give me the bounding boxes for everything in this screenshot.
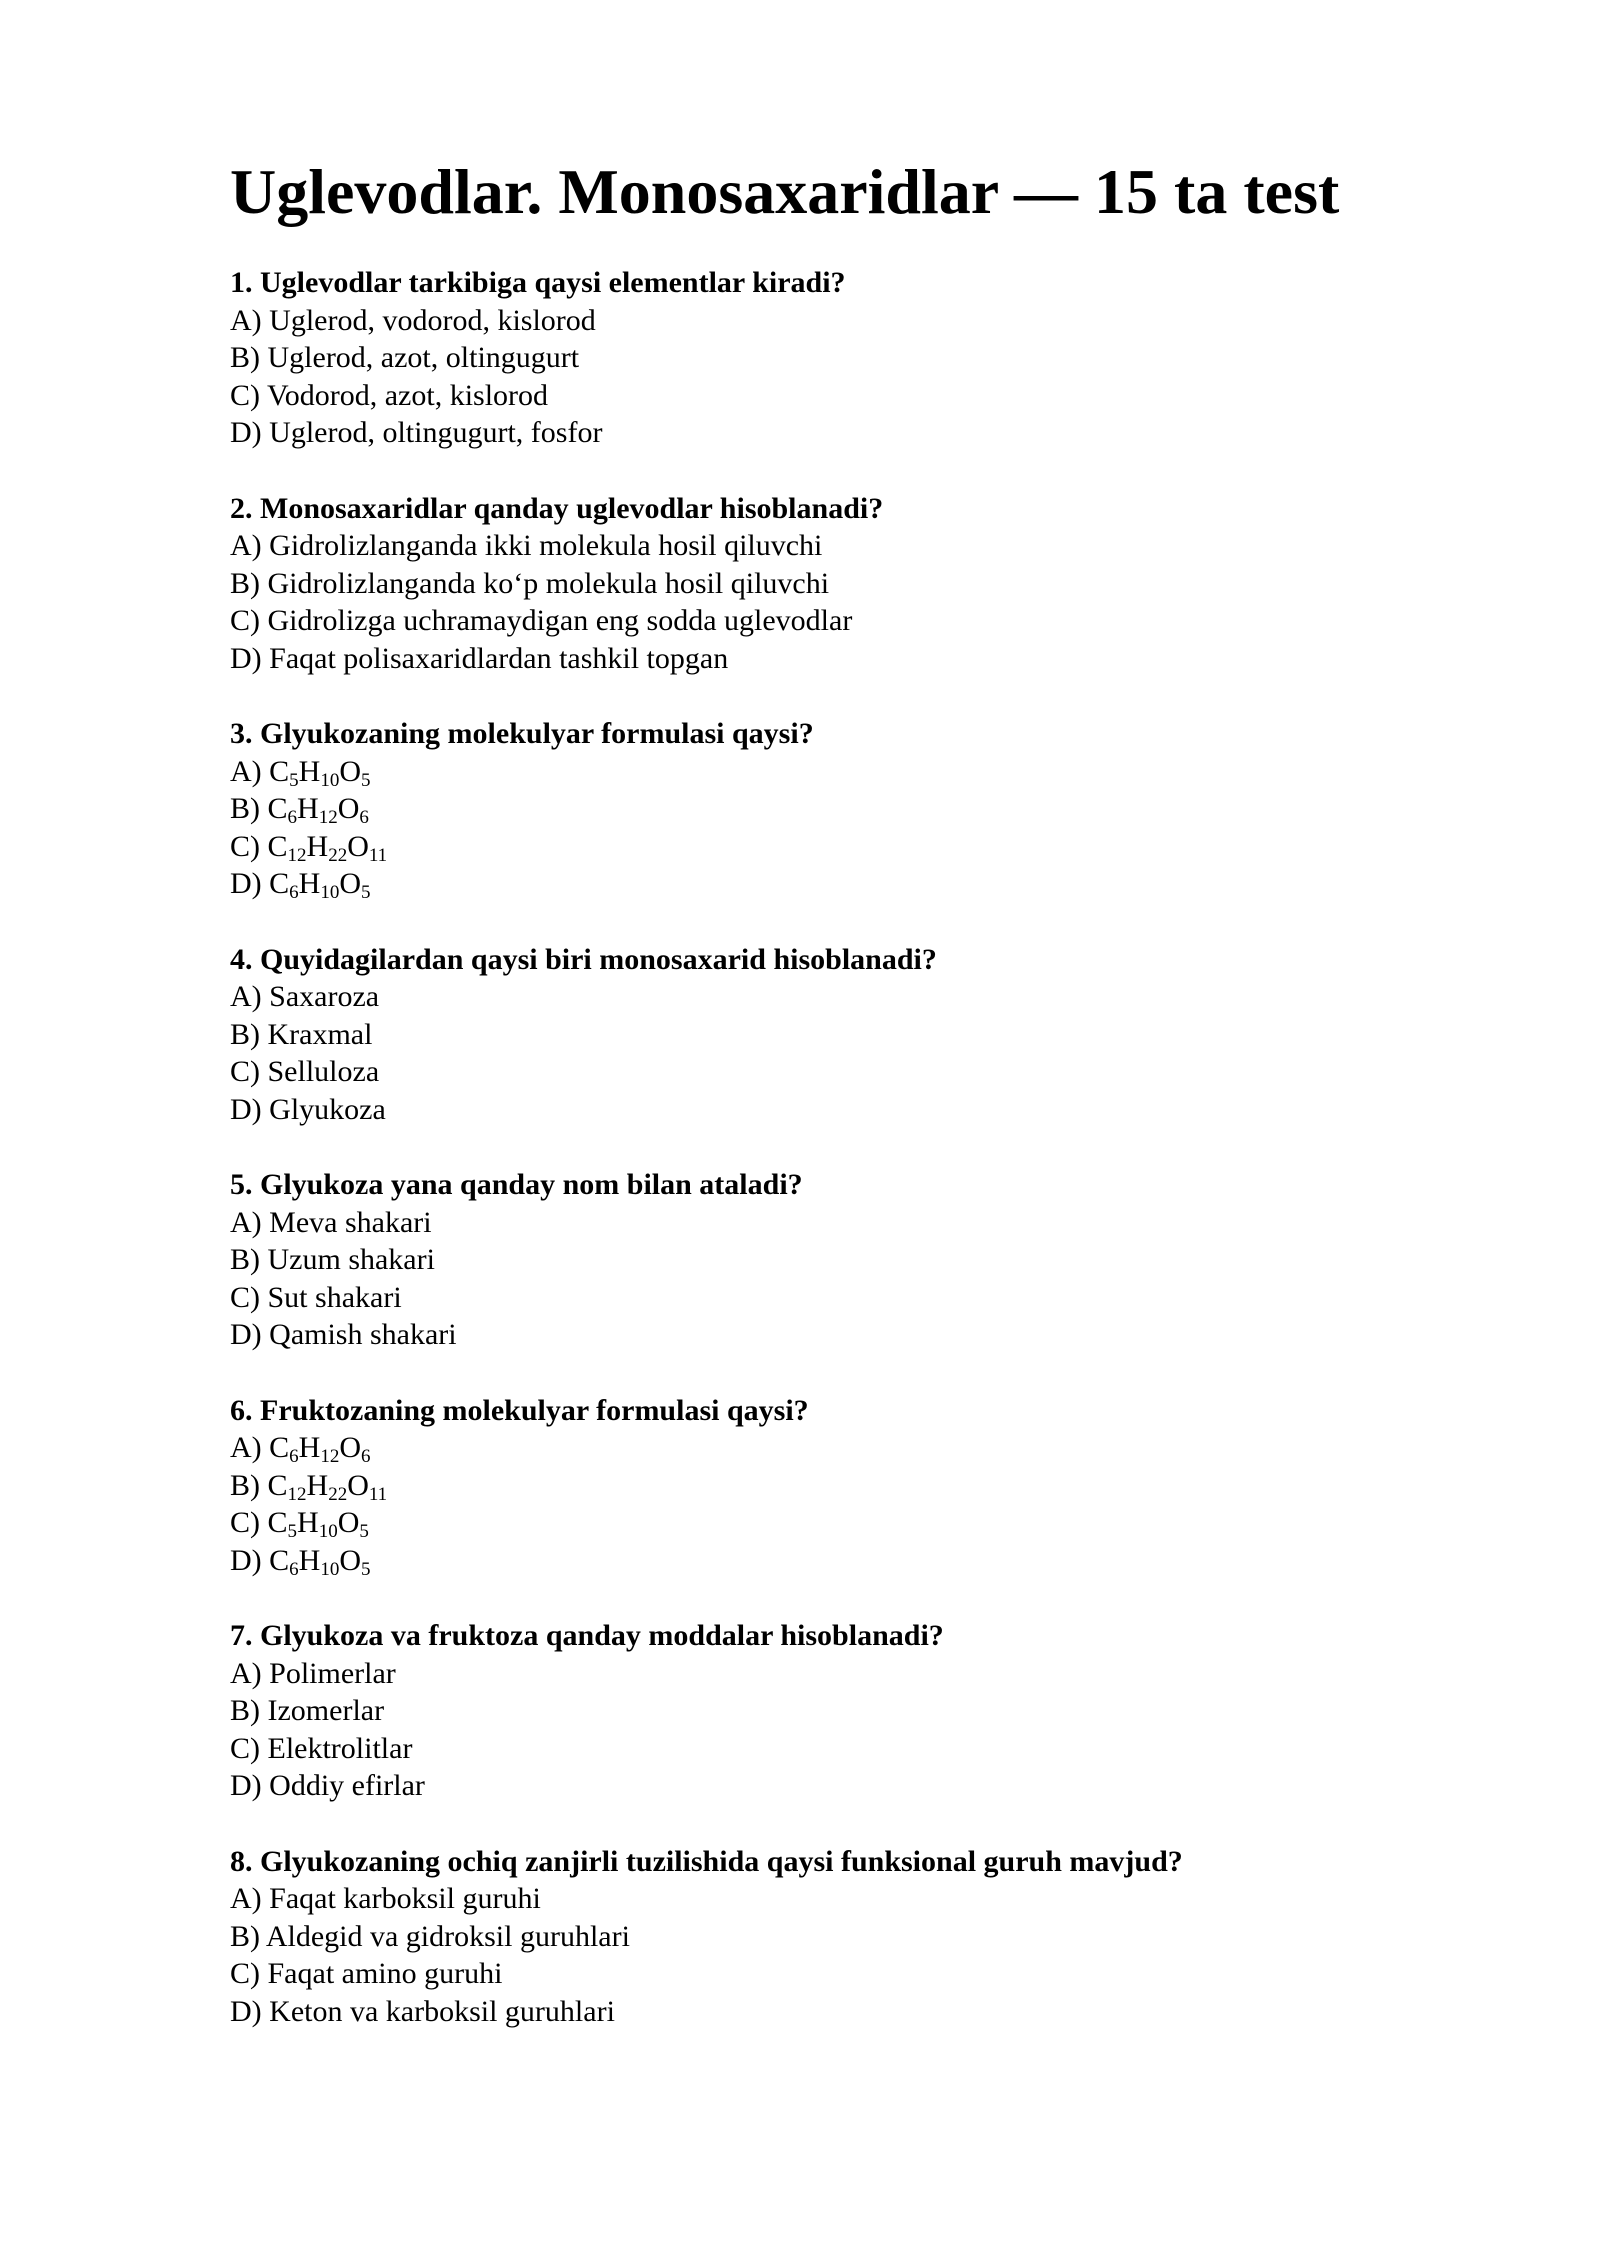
answer-option: D) Oddiy efirlar <box>230 1769 425 1802</box>
formula-text: O <box>347 1468 369 1502</box>
answer-option: A) Meva shakari <box>230 1205 432 1239</box>
answer-option: B) Izomerlar <box>230 1694 385 1727</box>
formula-text: C) C <box>230 1506 288 1539</box>
formula-text: O <box>339 1543 362 1577</box>
formula-text: O <box>337 1506 360 1539</box>
answer-option <box>230 1504 1430 1542</box>
formula-text: H <box>298 867 321 900</box>
question-text: 2. Monosaxaridlar qanday uglevodlar hisoblanadi? <box>230 491 884 525</box>
answer-option <box>230 865 1430 903</box>
answer-option: A) Polimerlar <box>230 1656 396 1690</box>
formula-text: H <box>297 792 319 825</box>
answer-option: C) Gidrolizga uchramaydigan eng sodda uglevodlar <box>230 604 853 637</box>
question-block <box>230 264 1430 452</box>
answer-option <box>230 790 1430 828</box>
formula-subscript: 5 <box>359 1520 369 1542</box>
answer-option <box>230 1429 1430 1467</box>
question-text: 3. Glyukozaning molekulyar formulasi qaysi? <box>230 717 814 750</box>
formula-subscript: 6 <box>287 806 298 828</box>
answer-option: B) Uzum shakari <box>230 1243 435 1276</box>
answer-option: B) Uglerod, azot, oltingugurt <box>230 341 580 374</box>
formula-text: A) C <box>230 754 290 788</box>
question-block <box>230 1617 1430 1805</box>
answer-option: B) Kraxmal <box>230 1017 373 1051</box>
formula-subscript: 12 <box>287 1483 307 1505</box>
formula-text: D) C <box>230 867 290 900</box>
formula-text: B) C <box>230 792 288 825</box>
question-block <box>230 1166 1430 1354</box>
answer-option: A) Saxaroza <box>230 980 380 1013</box>
answer-option: B) Aldegid va gidroksil guruhlari <box>230 1919 630 1953</box>
answer-option: A) Faqat karboksil guruhi <box>230 1882 541 1915</box>
question-list <box>230 264 1430 2068</box>
question-block <box>230 715 1430 903</box>
formula-subscript: 12 <box>318 806 338 828</box>
formula-text: O <box>337 792 360 825</box>
question-text: 6. Fruktozaning molekulyar formulasi qaysi? <box>230 1393 809 1427</box>
formula-text: H <box>306 829 329 863</box>
formula-subscript: 11 <box>368 1483 388 1505</box>
formula-subscript: 5 <box>361 1558 371 1580</box>
answer-option: C) Selluloza <box>230 1055 380 1088</box>
formula-subscript: 12 <box>320 1445 340 1467</box>
question-text: 1. Uglevodlar tarkibiga qaysi elementlar kiradi? <box>230 266 846 299</box>
formula-text: O <box>339 1431 362 1464</box>
answer-option <box>230 828 1430 866</box>
formula-subscript: 6 <box>289 881 299 903</box>
answer-option: A) Gidrolizlanganda ikki molekula hosil qiluvchi <box>230 529 823 562</box>
formula-text: H <box>298 754 321 788</box>
answer-option: D) Qamish shakari <box>230 1318 457 1351</box>
formula-subscript: 10 <box>320 881 340 903</box>
question-text: 8. Glyukozaning ochiq zanjirli tuzilishida qaysi funksional guruh mavjud? <box>230 1844 1183 1878</box>
answer-option: C) Sut shakari <box>230 1280 402 1314</box>
answer-option: C) Faqat amino guruhi <box>230 1957 503 1990</box>
answer-option <box>230 1467 1430 1505</box>
question-text: 4. Quyidagilardan qaysi biri monosaxarid hisoblanadi? <box>230 942 937 976</box>
answer-option: A) Uglerod, vodorod, kislorod <box>230 303 596 337</box>
answer-option: D) Uglerod, oltingugurt, fosfor <box>230 416 603 449</box>
formula-subscript: 10 <box>320 1558 340 1580</box>
formula-text: H <box>297 1506 319 1539</box>
formula-text: A) C <box>230 1431 290 1464</box>
answer-option <box>230 753 1430 791</box>
answer-option: D) Keton va karboksil guruhlari <box>230 1994 615 2028</box>
answer-option <box>230 1542 1430 1580</box>
question-block <box>230 490 1430 678</box>
formula-subscript: 5 <box>289 769 299 791</box>
question-text: 5. Glyukoza yana qanday nom bilan ataladi? <box>230 1168 803 1201</box>
answer-option: D) Faqat polisaxaridlardan tashkil topgan <box>230 641 729 675</box>
formula-subscript: 10 <box>320 769 340 791</box>
question-block <box>230 1392 1430 1580</box>
formula-subscript: 5 <box>361 881 371 903</box>
formula-subscript: 6 <box>361 1445 371 1467</box>
formula-subscript: 6 <box>289 1445 299 1467</box>
formula-subscript: 6 <box>289 1558 299 1580</box>
formula-text: O <box>339 754 362 788</box>
formula-subscript: 12 <box>287 844 307 866</box>
question-text: 7. Glyukoza va fruktoza qanday moddalar hisoblanadi? <box>230 1619 944 1652</box>
formula-text: O <box>347 829 369 863</box>
formula-text: B) C <box>230 1468 288 1502</box>
document-title: Uglevodlar. Monosaxaridlar — 15 ta test <box>230 156 1340 227</box>
question-block <box>230 941 1430 1129</box>
formula-subscript: 22 <box>328 1483 348 1505</box>
answer-option: C) Vodorod, azot, kislorod <box>230 378 549 412</box>
formula-subscript: 22 <box>328 844 348 866</box>
formula-text: O <box>339 867 362 900</box>
formula-text: H <box>298 1543 321 1577</box>
formula-text: D) C <box>230 1543 290 1577</box>
question-block <box>230 1843 1430 2031</box>
formula-subscript: 5 <box>361 769 371 791</box>
answer-option: D) Glyukoza <box>230 1092 386 1126</box>
formula-subscript: 11 <box>368 844 388 866</box>
formula-subscript: 5 <box>287 1520 298 1542</box>
formula-text: H <box>306 1468 329 1502</box>
formula-subscript: 6 <box>359 806 369 828</box>
formula-text: H <box>298 1431 321 1464</box>
answer-option: B) Gidrolizlanganda ko‘p molekula hosil qiluvchi <box>230 566 830 600</box>
formula-text: C) C <box>230 829 288 863</box>
formula-subscript: 10 <box>318 1520 338 1542</box>
answer-option: C) Elektrolitlar <box>230 1731 413 1765</box>
